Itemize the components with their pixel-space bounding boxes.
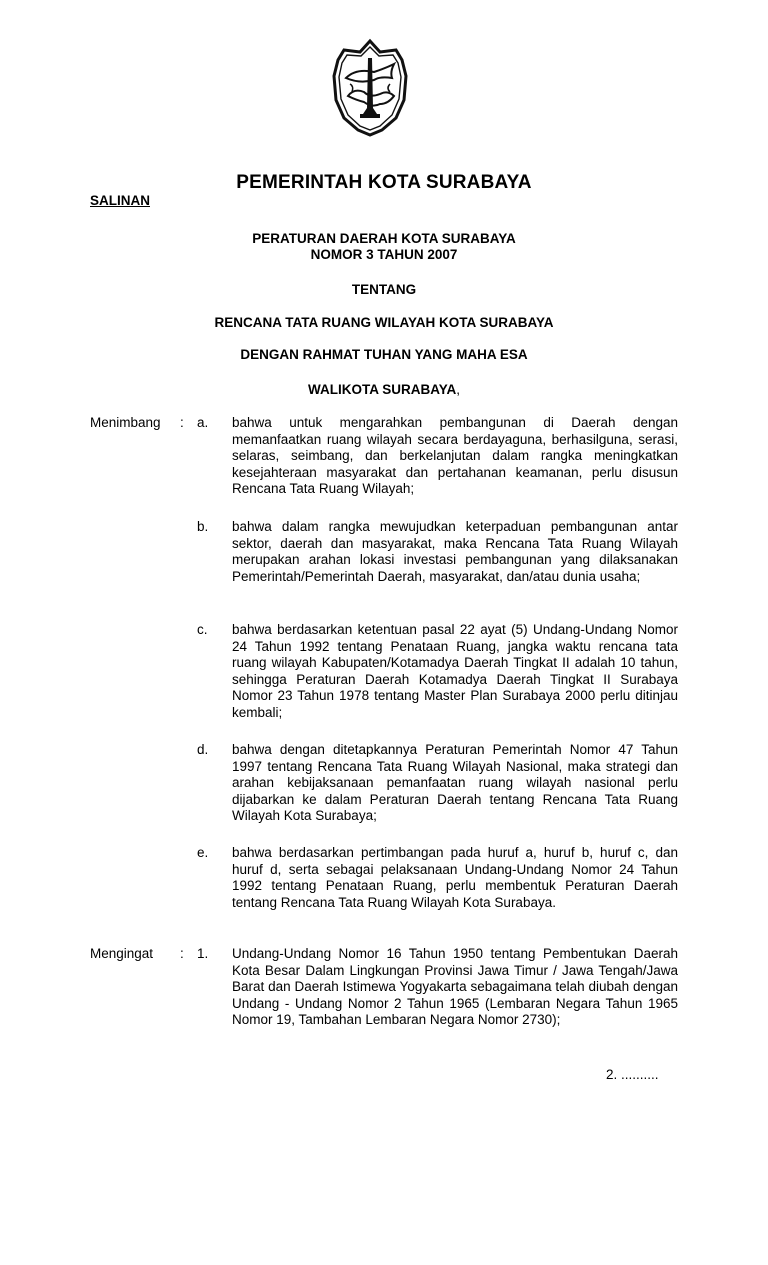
considering-colon: : <box>180 415 184 430</box>
considering-item-marker: e. <box>197 845 209 860</box>
regulation-subject: RENCANA TATA RUANG WILAYAH KOTA SURABAYA <box>214 315 554 330</box>
recalling-colon: : <box>180 946 184 961</box>
regulation-number: NOMOR 3 TAHUN 2007 <box>310 247 458 262</box>
mayor-comma: , <box>456 382 461 397</box>
considering-item-text: bahwa berdasarkan ketentuan pasal 22 ayat (5) Undang-Undang Nomor 24 Tahun 1992 tentang Penataan Ruang, jangka waktu rencana tata ruang wilayah Kabupaten/Kotamadya Daerah Tingkat II adalah 10 tahun, sehingga Peraturan Daerah Kotamadya Daerah Tingkat II Surabaya Nomor 23 Tahun 1978 tentang Master Plan Surabaya 2000 perlu ditinjau kembali; <box>232 622 678 720</box>
copy-label: SALINAN <box>90 193 150 208</box>
considering-item-marker: a. <box>197 415 209 430</box>
recalling-item-text: Undang-Undang Nomor 16 Tahun 1950 tentang Pembentukan Daerah Kota Besar Dalam Lingkungan Provinsi Jawa Timur / Jawa Tengah/Jawa Barat dan Daerah Istimewa Yogyakarta sebagaimana telah diubah dengan Undang - Undang Nomor 2 Tahun 1965 (Lembaran Negara Tahun 1965 Nomor 19, Tambahan Lembaran Negara Nomor 2730); <box>232 946 678 1028</box>
considering-item-text: bahwa berdasarkan pertimbangan pada huruf a, huruf b, huruf c, dan huruf d, serta sebagai pelaksanaan Undang-Undang Nomor 24 Tahun 1992 tentang Penataan Ruang, perlu membentuk Peraturan Daerah tentang Rencana Tata Ruang Wilayah Kota Surabaya. <box>232 845 678 910</box>
considering-item-text: bahwa dengan ditetapkannya Peraturan Pemerintah Nomor 47 Tahun 1997 tentang Rencana Tata Ruang Wilayah Nasional, maka strategi dan arahan kebijaksanaan pemanfaatan ruang wilayah nasional perlu dijabarkan ke dalam Peraturan Daerah tentang Rencana Tata Ruang Wilayah Kota Surabaya; <box>232 742 678 824</box>
considering-item-text: bahwa dalam rangka mewujudkan keterpaduan pembangunan antar sektor, daerah dan masyarakat, maka Rencana Tata Ruang Wilayah merupakan arahan lokasi investasi pembangunan yang dilaksanakan Pemerintah/Pemerintah Daerah, masyarakat, dan/atau dunia usaha; <box>232 519 678 584</box>
government-title: PEMERINTAH KOTA SURABAYA <box>236 172 532 193</box>
next-page-marker: 2. .......... <box>606 1067 659 1082</box>
considering-item-marker: d. <box>197 742 209 757</box>
blessing-line: DENGAN RAHMAT TUHAN YANG MAHA ESA <box>240 347 528 362</box>
considering-item-marker: c. <box>197 622 208 637</box>
considering-label: Menimbang <box>90 415 161 430</box>
regulation-title: PERATURAN DAERAH KOTA SURABAYA <box>252 231 516 246</box>
recalling-label: Mengingat <box>90 946 154 961</box>
mayor-line <box>0 382 768 397</box>
mayor-title: WALIKOTA SURABAYA <box>307 382 457 397</box>
about-heading: TENTANG <box>351 282 417 297</box>
surabaya-emblem-icon <box>330 38 410 138</box>
considering-item-marker: b. <box>197 519 209 534</box>
recalling-item-marker: 1. <box>197 946 209 961</box>
considering-item-text: bahwa untuk mengarahkan pembangunan di Daerah dengan memanfaatkan ruang wilayah secara berdayaguna, berhasilguna, serasi, selaras, seimbang, dan berkelanjutan dalam rangka meningkatkan kesejahteraan masyarakat dan pertahanan keamanan, perlu disusun Rencana Tata Ruang Wilayah; <box>232 415 678 497</box>
